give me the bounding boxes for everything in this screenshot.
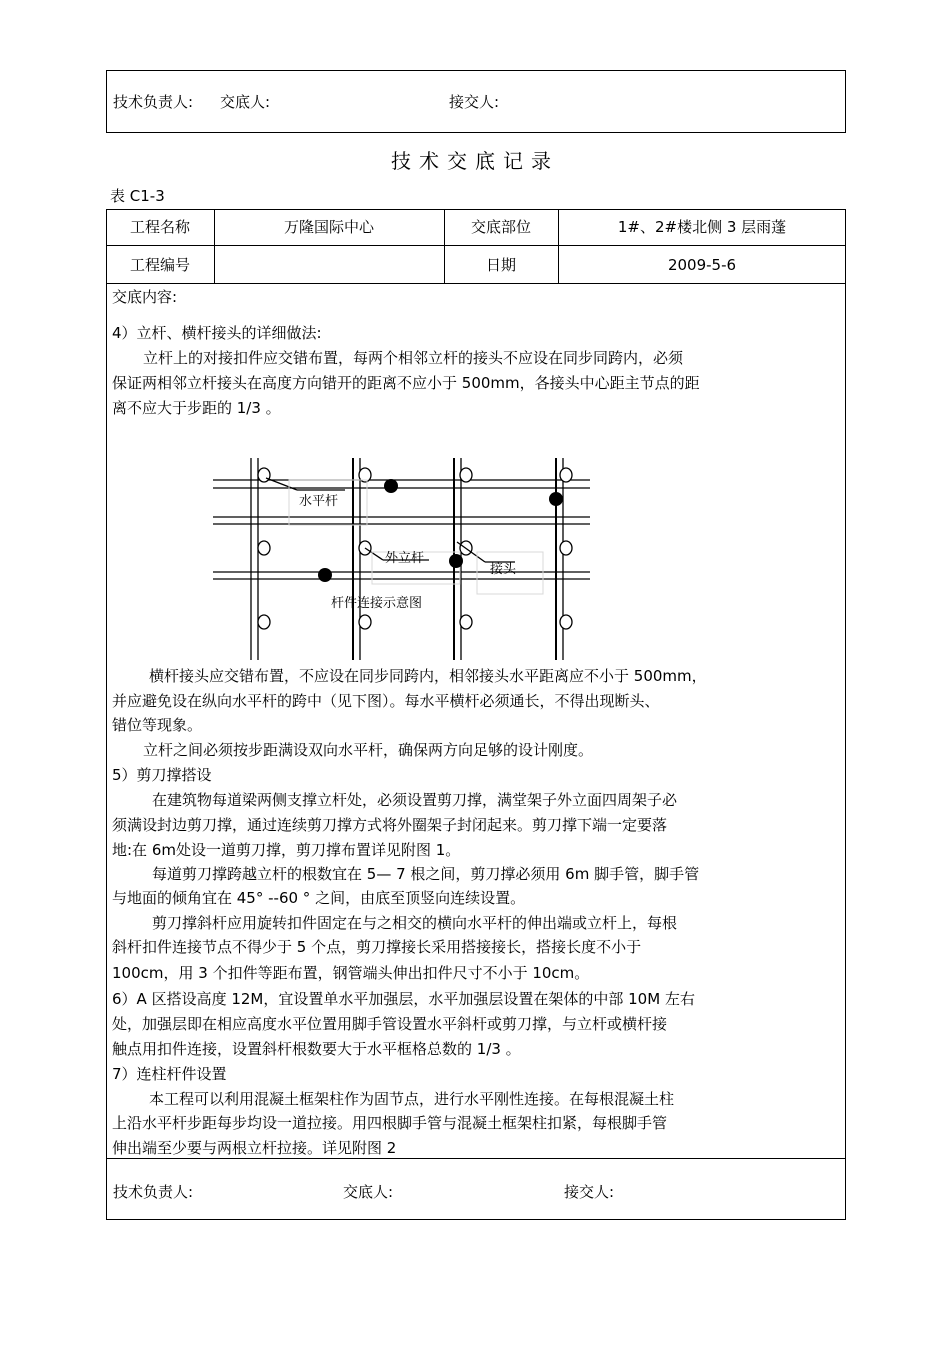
table-row-divider [106,1158,846,1159]
coupler-open [560,541,572,555]
content-line: 上沿水平杆步距每步均设一道拉接。用四根脚手管与混凝土框架柱扣紧，每根脚手管 [112,1114,668,1132]
top-discloser-label: 交底人: [220,93,271,111]
label-outer-pole: 外立杆 [385,551,425,566]
coupler-open [359,615,371,629]
content-line: 地:在 6m处设一道剪刀撑，剪刀撑布置详见附图 1。 [112,841,461,859]
diagram-caption: 杆件连接示意图 [331,596,423,611]
section-heading: 7）连柱杆件设置 [112,1065,227,1083]
joint-dot [384,479,398,493]
project-name-value: 万隆国际中心 [283,218,374,236]
pole-connection-diagram [205,450,600,665]
document-title: 技术交底记录 [391,149,559,173]
coupler-open [258,541,270,555]
bottom-discloser-label: 交底人: [343,1183,394,1201]
content-line: 每道剪刀撑跨越立杆的根数宜在 5— 7 根之间，剪刀撑必须用 6m 脚手管，脚手管 [152,865,700,883]
joint-dot [318,568,332,582]
disclosure-part-label: 交底部位 [470,218,531,236]
coupler-open [560,615,572,629]
section-heading: 5）剪刀撑搭设 [112,766,212,784]
content-line: 100cm，用 3 个扣件等距布置，钢管端头伸出扣件尺寸不小于 10cm。 [112,964,590,982]
label-joint: 接头 [490,562,517,577]
disclosure-part-value: 1#、2#楼北侧 3 层雨蓬 [617,218,787,236]
coupler-open [258,615,270,629]
joint-dot [549,492,563,506]
top-receiver-label: 接交人: [449,93,500,111]
coupler-open [560,468,572,482]
coupler-open [460,615,472,629]
content-line: 保证两相邻立杆接头在高度方向错开的距离不应小于 500mm，各接头中心距主节点的距 [112,374,700,392]
content-line: 在建筑物每道梁两侧支撑立杆处，必须设置剪刀撑，满堂架子外立面四周架子必 [152,791,678,809]
label-horizontal-bar: 水平杆 [299,494,339,509]
bottom-tech-lead-label: 技术负责人: [113,1183,194,1201]
bottom-receiver-label: 接交人: [564,1183,615,1201]
content-line: 离不应大于步距的 1/3 。 [112,399,281,417]
content-line: 并应避免设在纵向水平杆的跨中（见下图）。每水平横杆必须通长，不得出现断头、 [112,692,660,710]
date-label: 日期 [485,256,516,274]
content-line: 剪刀撑斜杆应用旋转扣件固定在与之相交的横向水平杆的伸出端或立杆上，每根 [152,914,678,932]
coupler-open [460,468,472,482]
content-line: 本工程可以利用混凝土框架柱作为固节点，进行水平刚性连接。在每根混凝土柱 [149,1090,675,1108]
date-value: 2009-5-6 [667,256,737,274]
content-line: 错位等现象。 [112,716,203,734]
table-row-divider [106,245,846,246]
content-line: 与地面的倾角宜在 45° --60 ° 之间，由底至顶竖向连续设置。 [112,889,526,907]
content-line: 伸出端至少要与两根立杆拉接。详见附图 2 [112,1139,397,1157]
content-line: 立杆之间必须按步距满设双向水平杆，确保两方向足够的设计刚度。 [143,741,594,759]
form-number: 表 C1-3 [110,187,165,205]
joint-dot [449,554,463,568]
section-heading: 6）A 区搭设高度 12M，宜设置单水平加强层，水平加强层设置在架体的中部 10M 左右 [112,990,695,1008]
project-number-label: 工程编号 [129,256,190,274]
content-line: 斜杆扣件连接节点不得少于 5 个点，剪刀撑接长采用搭接接长，搭接长度不小于 [112,938,642,956]
content-line: 触点用扣件连接，设置斜杆根数要大于水平框格总数的 1/3 。 [112,1040,521,1058]
content-line: 须满设封边剪刀撑，通过连续剪刀撑方式将外圈架子封闭起来。剪刀撑下端一定要落 [112,816,668,834]
content-label: 交底内容: [112,288,178,306]
content-line: 4）立杆、横杆接头的详细做法: [112,324,322,342]
table-row-divider [106,283,846,284]
content-line: 横杆接头应交错布置，不应设在同步同跨内，相邻接头水平距离应不小于 500mm， [149,667,707,685]
top-tech-lead-label: 技术负责人: [113,93,194,111]
content-line: 立杆上的对接扣件应交错布置，每两个相邻立杆的接头不应设在同步同跨内，必须 [143,349,684,367]
coupler-open [258,468,270,482]
content-line: 处，加强层即在相应高度水平位置用脚手管设置水平斜杆或剪刀撑，与立杆或横杆接 [112,1015,668,1033]
project-name-label: 工程名称 [129,218,190,236]
